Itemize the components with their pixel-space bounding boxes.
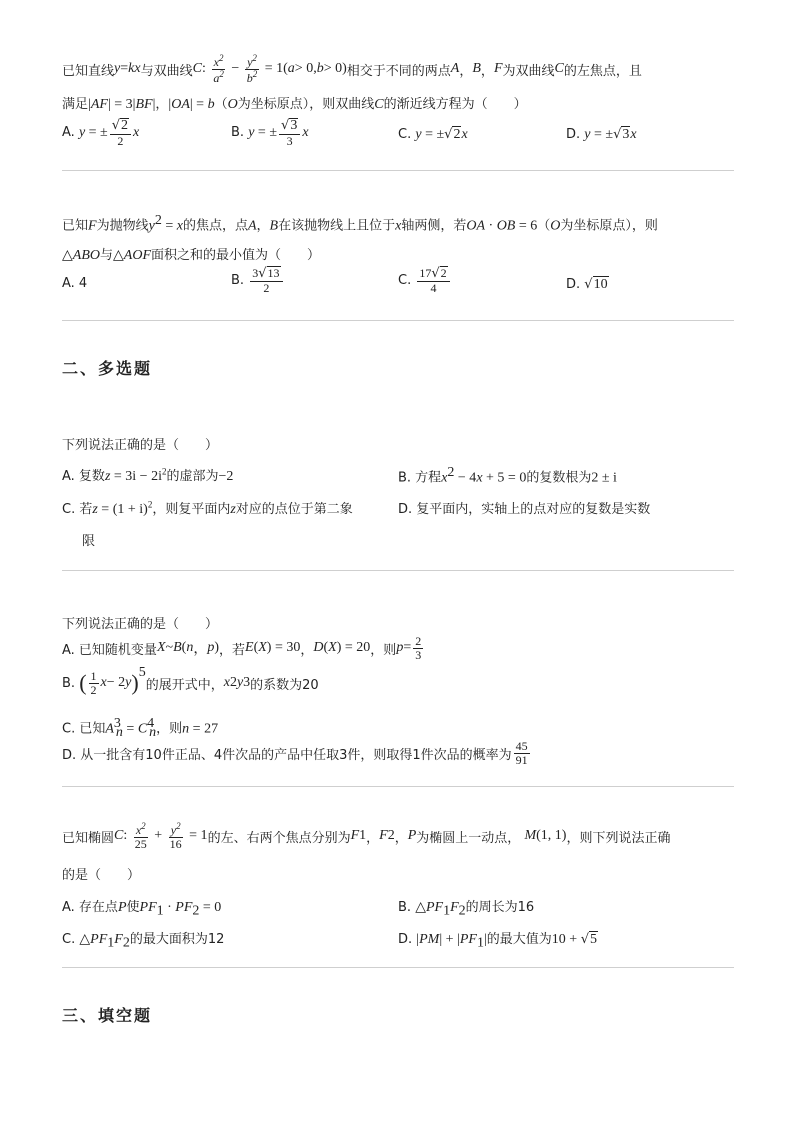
q1-option-a[interactable]: A. y = ± $\frac{√2}{2}$ x	[62, 118, 140, 148]
divider	[62, 570, 734, 571]
q1-line1: 已知直线 y = kx 与双曲线 C : $\frac{x^2}{a^2}$ − $\frac{y^2}{b^2}$ = 1( a > 0, b > 0) 相交于不同的两点 A ， B ， F 为双曲线 C 的左焦点，且	[62, 52, 642, 85]
q1-stem-c: 相交于不同的两点	[346, 63, 451, 79]
divider	[62, 320, 734, 321]
q1-frac-x: $\frac{x^2}{a^2}$	[213, 52, 224, 85]
q4-option-a[interactable]: A. 已知随机变量 X ~ B ( n ， p ) ，若 E ( X ) = 30 ， D ( X ) = 20 ，则 p = $\frac{2}{3}$	[62, 634, 422, 662]
q1-stem-a: 已知直线	[62, 63, 115, 79]
q1-option-d[interactable]: D. y = ±√3x	[566, 127, 637, 142]
q2-option-d[interactable]: D. √10	[566, 277, 608, 292]
q2-line2: △ABO与△AOF面积之和的最小值为（ ）	[62, 248, 321, 263]
q5-option-c[interactable]: C. $\triangle PF_1F_2$的最大面积为12	[62, 932, 225, 951]
q1-option-c[interactable]: C. y = ±√2x	[398, 127, 468, 142]
q2-line1: 已知F为抛物线$y^2 = x$的焦点，点A，B在该抛物线上且位于x轴两侧，若OA · OB = 6（O为坐标原点），则	[62, 213, 658, 234]
q3-option-c[interactable]: C. 若$z = (1 + i)^2$，则复平面内z对应的点位于第二象	[62, 499, 353, 517]
q4-option-d[interactable]: D. 从一批含有10件正品、4件次品的产品中任取3件，则取得1件次品的概率为 $\frac{45}{91}$	[62, 739, 528, 767]
q3-option-a[interactable]: A. 复数$z = 3i - 2i^2$的虚部为−2	[62, 466, 234, 484]
section-heading-fill-in: 三、填空题	[62, 1006, 153, 1025]
q5-option-d[interactable]: D. $|PM| + |PF_1|$的最大值为10 + √5	[398, 932, 597, 951]
q4-option-c[interactable]: C. 已知$A^3_n = C^4_n$，则n = 27	[62, 716, 219, 740]
q4-stem: 下列说法正确的是（ ）	[62, 617, 219, 632]
q1-math-line: y	[114, 61, 121, 76]
section-heading-multiple-choice: 二、多选题	[62, 359, 153, 378]
q1-stem-e: 的左焦点，且	[563, 63, 642, 79]
q3-stem: 下列说法正确的是（ ）	[62, 438, 219, 453]
divider	[62, 967, 734, 968]
q5-line1: 已知椭圆 C : $\frac{x^2}{25}$ + $\frac{y^2}{16}$ = 1 的左、右两个焦点分别为 F 1 ， F 2 ， P 为椭圆上一动点， M (1, 1) ，则下列说法正确	[62, 821, 671, 851]
q5-option-a[interactable]: A. 存在点P使$PF_1 \cdot PF_2 = 0$	[62, 900, 222, 919]
q1-line2: 满足|AF| = 3|BF|，|OA| = b（O为坐标原点），则双曲线C的渐近线方程为（ ）	[62, 97, 527, 112]
q2-option-a[interactable]: A. 4	[62, 276, 88, 291]
q1-stem-b: 与双曲线	[140, 63, 193, 79]
q3-option-c-wrap: 限	[82, 534, 96, 549]
divider	[62, 786, 734, 787]
q2-option-c[interactable]: C. $\frac{17√2}{4}$	[398, 266, 452, 294]
q2-option-b[interactable]: B. $\frac{3√13}{2}$	[231, 266, 285, 294]
q1-option-b[interactable]: B. y = ± $\frac{√3}{3}$ x	[231, 118, 309, 148]
q3-option-d[interactable]: D. 复平面内，实轴上的点对应的复数是实数	[398, 502, 651, 517]
q3-option-b[interactable]: B. 方程$x^2 - 4x + 5 = 0$的复数根为2 ± i	[398, 465, 617, 486]
divider	[62, 170, 734, 171]
q4-option-b[interactable]: B. ( $\frac{1}{2}$ x − 2 y ) $^5$ 的展开式中， x 2 y 3 的系数为20	[62, 665, 319, 697]
q1-frac-y: $\frac{y^2}{b^2}$	[246, 52, 258, 85]
q5-option-b[interactable]: B. $\triangle PF_1F_2$的周长为16	[398, 900, 535, 919]
q5-line2: 的是（ ）	[62, 868, 141, 883]
q1-stem-d: 为双曲线	[502, 63, 555, 79]
